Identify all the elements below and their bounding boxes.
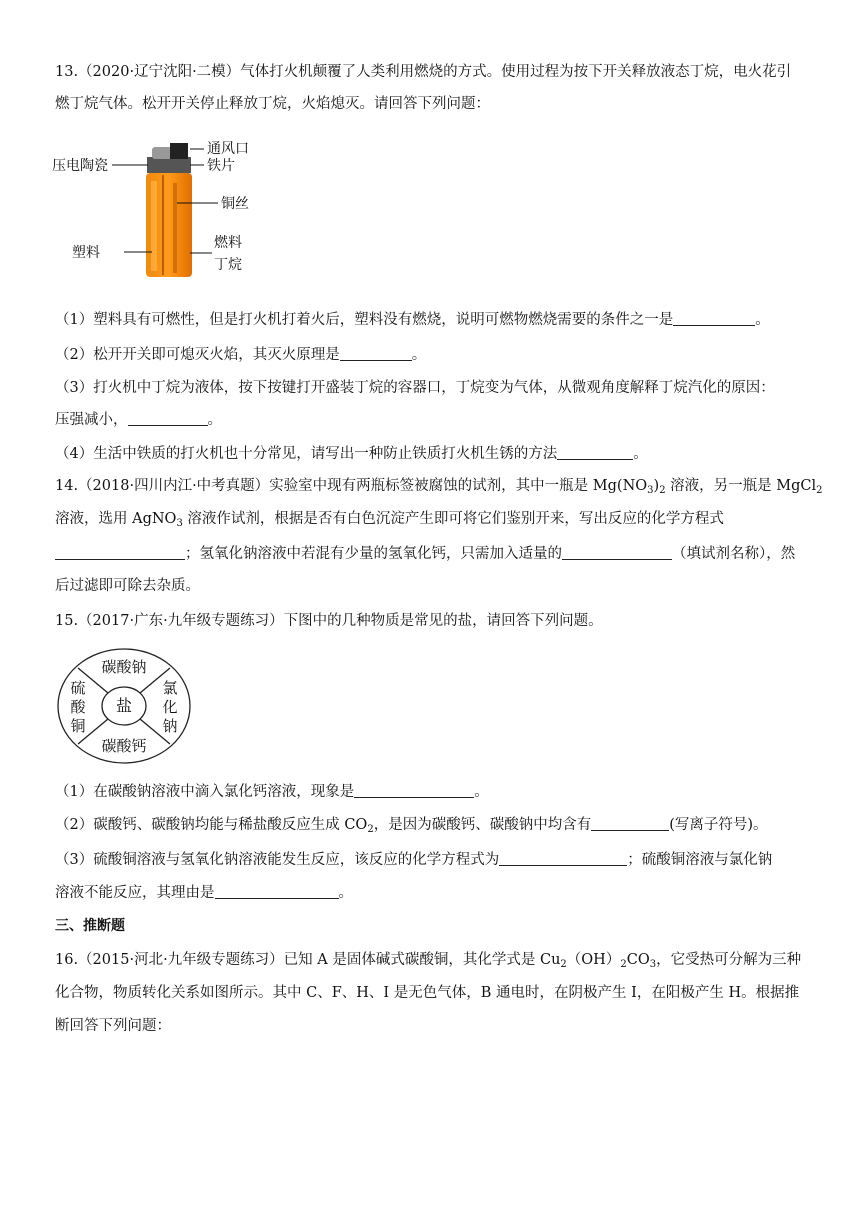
label-copper: 铜丝 [221,196,249,212]
section-heading: 三、推断题 [55,918,125,934]
wheel-left-1: 硫 [70,679,86,697]
label-fuel1: 燃料 [214,235,242,251]
q13-text-line1: 13.（2020·辽宁沈阳·二模）气体打火机颠覆了人类利用燃烧的方式。使用过程为按下开关释放液态丁烷，电火花引 [55,64,792,80]
answer-blank[interactable] [499,851,627,866]
q14-line3: ；氢氧化钠溶液中若混有少量的氢氧化钙，只需加入适量的 （填试剂名称），然 [55,544,795,564]
q15-line1: 15.（2017·广东·九年级专题练习）下图中的几种物质是常见的盐，请回答下列问题。 [55,613,603,629]
q15-sub2: （2）碳酸钙、碳酸钠均能与稀盐酸反应生成 $CO_2$，是因为碳酸钙、碳酸钠中均含有 (写离子符号)。 [55,817,768,835]
lighter-figure [52,135,272,285]
q13-sub3-line2: 压强减小， 。 [55,412,222,428]
label-fuel2: 丁烷 [214,257,242,273]
answer-blank[interactable] [354,783,474,798]
lighter-cap-shape [147,157,191,173]
q13-text-line2: 燃丁烷气体。松开开关停止释放丁烷，火焰熄灭。请回答下列问题： [55,96,490,112]
q16-line2: 化合物，物质转化关系如图所示。其中 C、F、H、I 是无色气体，B 通电时，在阴极产生 I，在阳极产生 H。根据推 [55,985,800,1001]
label-plastic: 塑料 [72,245,100,261]
q13-sub3-line1: （3）打火机中丁烷为液体，按下按键打开盛装丁烷的容器口，丁烷变为气体，从微观角度解释丁烷汽化的原因： [55,380,775,396]
wheel-left-3: 铜 [70,717,86,735]
q16-line3: 断回答下列问题： [55,1018,171,1034]
answer-blank[interactable] [591,816,669,831]
q13-sub2: （2）松开开关即可熄灭火焰，其灭火原理是 。 [55,347,427,363]
label-ceramic: 压电陶瓷 [52,158,108,174]
q13-sub1: （1）塑料具有可燃性，但是打火机打着火后，塑料没有燃烧，说明可燃物燃烧需要的条件之一是 。 [55,312,770,328]
answer-blank[interactable] [557,445,633,460]
q14-line2: 溶液，选用 AgNO$_3$ 溶液作试剂，根据是否有白色沉淀产生即可将它们鉴别开来，写出反应的化学方程式 [55,511,724,529]
q14-line1: 14.（2018·四川内江·中考真题）实验室中现有两瓶标签被腐蚀的试剂，其中一瓶是 $Mg(NO_3)_2$ 溶液，另一瓶是 MgCl$_2$ [55,478,823,496]
q15-sub3-line2: 溶液不能反应，其理由是 。 [55,885,353,901]
wheel-center: 盐 [115,696,133,715]
answer-blank[interactable] [562,545,672,560]
q15-sub1: （1）在碳酸钠溶液中滴入氯化钙溶液，现象是 。 [55,784,489,800]
answer-blank[interactable] [215,884,339,899]
q15-sub3-line1: （3）硫酸铜溶液与氢氧化钠溶液能发生反应，该反应的化学方程式为 ；硫酸铜溶液与氯化钠 [55,852,773,868]
answer-blank[interactable] [340,346,412,361]
q16-line1: 16.（2015·河北·九年级专题练习）已知 A 是固体碱式碳酸铜，其化学式是 $Cu_2(OH)_2CO_3$，它受热可分解为三种 [55,952,802,970]
wheel-top: 碳酸钠 [101,658,147,676]
label-iron: 铁片 [207,158,235,174]
wheel-right-2: 化 [162,698,178,716]
answer-blank[interactable] [673,311,755,326]
answer-blank[interactable] [55,545,185,560]
salt-wheel-figure [54,646,194,766]
label-vent: 通风口 [207,141,249,157]
answer-blank[interactable] [128,411,208,426]
wheel-left-2: 酸 [70,698,86,716]
q13-sub4: （4）生活中铁质的打火机也十分常见，请写出一种防止铁质打火机生锈的方法 。 [55,446,648,462]
button-shape [170,143,188,159]
ignition-wheel-shape [152,147,172,159]
q14-line4: 后过滤即可除去杂质。 [55,578,200,594]
wheel-bottom: 碳酸钙 [101,737,147,755]
wheel-right-3: 钠 [162,717,178,735]
wheel-right-1: 氯 [162,679,178,697]
